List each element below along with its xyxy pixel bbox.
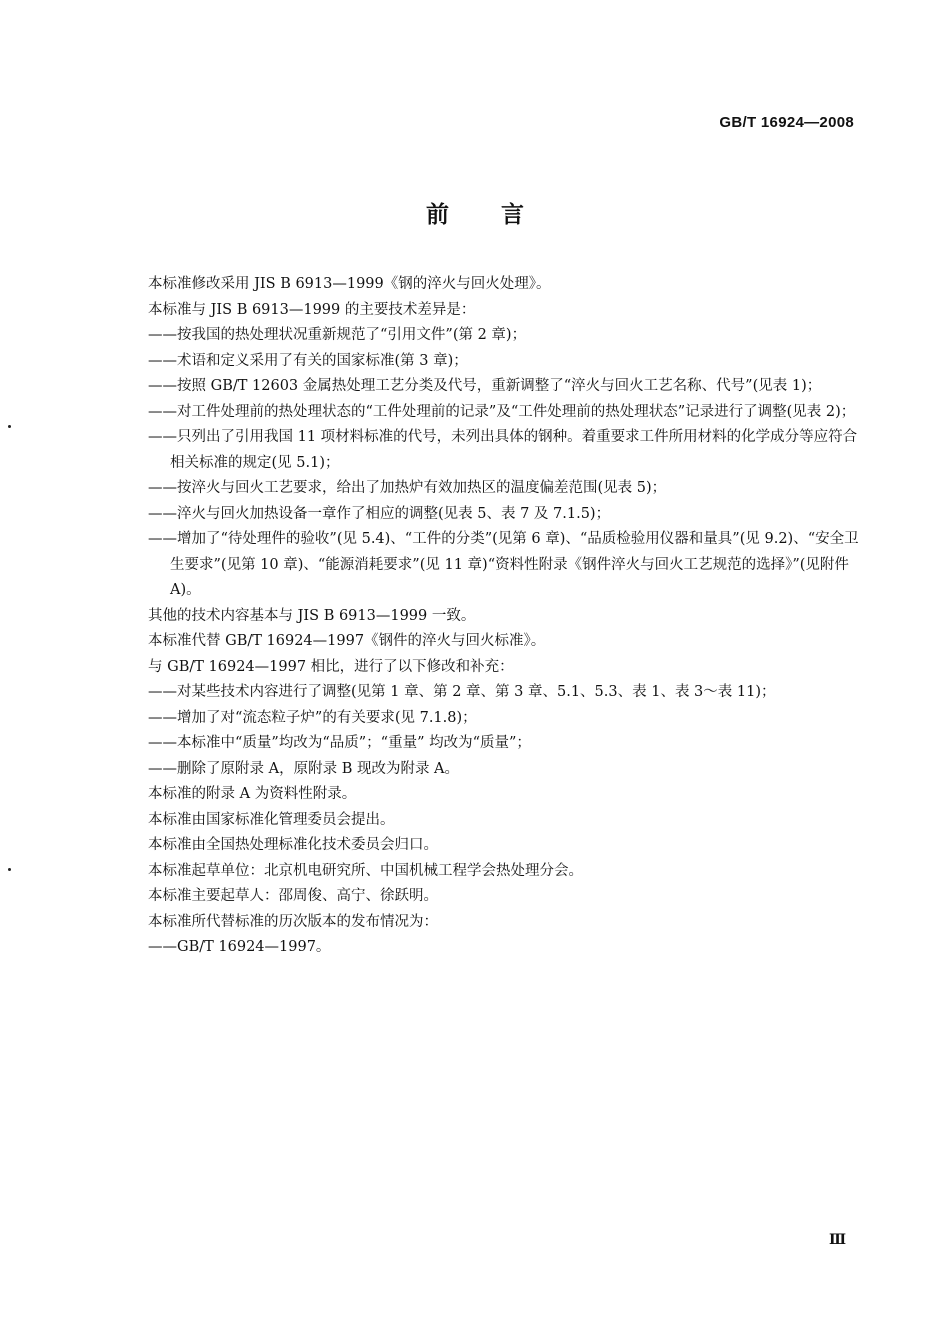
page-number: Ⅲ	[828, 1232, 846, 1248]
list-item: ——按照 GB/T 12603 金属热处理工艺分类及代号，重新调整了“淬火与回火工艺名称、代号”(见表 1)；	[148, 378, 822, 394]
paragraph-proposed-by: 本标准由国家标准化管理委员会提出。	[148, 811, 395, 828]
list-item: ——增加了“待处理件的验收”(见 5.4)、“工件的分类”(见第 6 章)、“品质检验用仪器和量具”(见 9.2)、“安全卫生要求”(见第 10 章)、“能源消耗要求”(见 11 章)“资料性附录《钢件淬火与回火工艺规范的选择》”(见附件 A)。	[148, 531, 859, 598]
list-item: ——对某些技术内容进行了调整(见第 1 章、第 2 章、第 3 章、5.1、5.3、表 1、表 3～表 11)；	[148, 684, 776, 700]
paragraph-drafters: 本标准主要起草人：邵周俊、高宁、徐跃明。	[148, 888, 438, 904]
paragraph-history-intro: 本标准所代替标准的历次版本的发布情况为：	[148, 913, 438, 930]
scan-artifact-dot	[8, 868, 11, 871]
list-item: ——GB/T 16924—1997。	[148, 939, 331, 955]
list-item: ——本标准中“质量”均改为“品质”；“重量” 均改为“质量”；	[148, 735, 531, 751]
foreword-body	[148, 272, 860, 961]
paragraph-drafting-units: 本标准起草单位：北京机电研究所、中国机械工程学会热处理分会。	[148, 862, 583, 879]
list-item: ——只列出了引用我国 11 项材料标准的代号，未列出具体的钢种。着重要求工件所用材料的化学成分等应符合相关标准的规定(见 5.1)；	[148, 429, 858, 471]
list-item: ——淬火与回火加热设备一章作了相应的调整(见表 5、表 7 及 7.1.5)；	[148, 505, 611, 522]
paragraph-replaces: 本标准代替 GB/T 16924—1997《钢件的淬火与回火标准》。	[148, 633, 546, 649]
list-item: ——按我国的热处理状况重新规范了“引用文件”(第 2 章)；	[148, 327, 527, 343]
list-item: ——术语和定义采用了有关的国家标准(第 3 章)；	[148, 352, 468, 369]
list-item: ——增加了对“流态粒子炉”的有关要求(见 7.1.8)；	[148, 709, 477, 726]
list-item: ——删除了原附录 A，原附录 B 现改为附录 A。	[148, 760, 460, 777]
scan-artifact-dot	[8, 425, 11, 428]
paragraph-differences-intro: 本标准与 JIS B 6913—1999 的主要技术差异是：	[148, 301, 476, 318]
paragraph-annex: 本标准的附录 A 为资料性附录。	[148, 786, 357, 802]
paragraph-consistency: 其他的技术内容基本与 JIS B 6913—1999 一致。	[148, 607, 476, 624]
standard-code: GB/T 16924—2008	[719, 114, 854, 131]
paragraph-centralized-by: 本标准由全国热处理标准化技术委员会归口。	[148, 837, 438, 853]
paragraph-adoption: 本标准修改采用 JIS B 6913—1999《钢的淬火与回火处理》。	[148, 276, 551, 292]
list-item: ——对工件处理前的热处理状态的“工件处理前的记录”及“工件处理前的热处理状态”记录进行了调整(见表 2)；	[148, 403, 856, 420]
list-item: ——按淬火与回火工艺要求，给出了加热炉有效加热区的温度偏差范围(见表 5)；	[148, 480, 667, 496]
paragraph-changes-intro: 与 GB/T 16924—1997 相比，进行了以下修改和补充：	[148, 658, 514, 675]
page-title: 前言	[426, 202, 576, 228]
